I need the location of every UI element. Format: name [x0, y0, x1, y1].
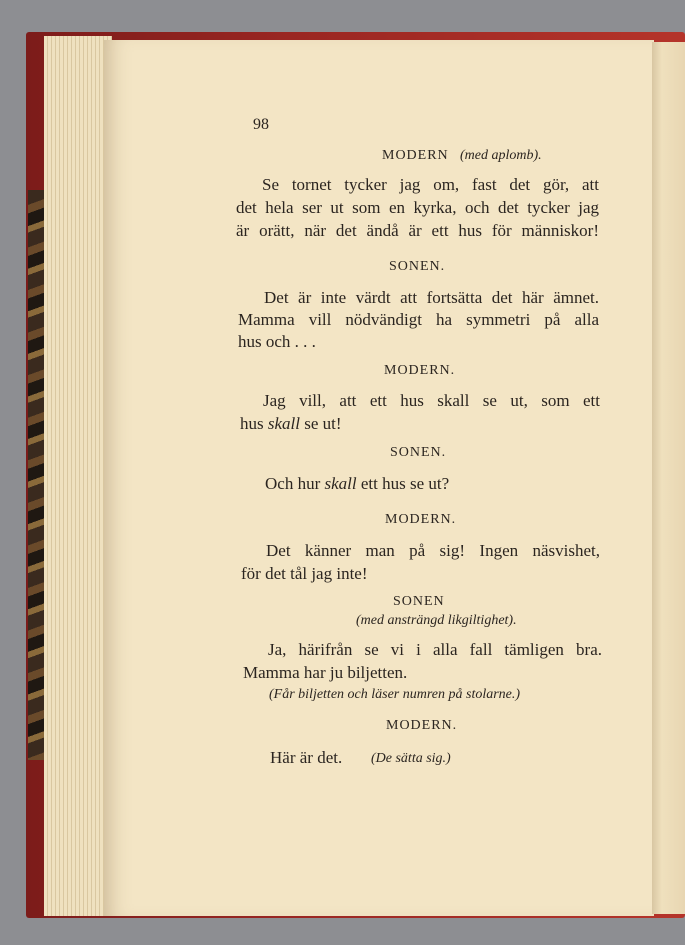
dialogue-line: Ja, härifrån se vi i alla fall tämligen bra. — [268, 640, 602, 659]
speaker-name: MODERN. — [386, 718, 458, 733]
page-edges-stack — [44, 36, 112, 916]
dialogue-line: Mamma har ju biljetten. — [243, 663, 408, 682]
dialogue-line: hus och . . . — [238, 332, 316, 351]
emphasis: skall — [267, 414, 300, 433]
dialogue-line: Och hur skall ett hus se ut? — [265, 474, 450, 493]
speaker-name: SONEN. — [390, 445, 447, 460]
speaker-name: MODERN. — [385, 512, 457, 527]
stage-direction: (med ansträngd likgiltighet). — [356, 613, 517, 628]
dialogue-line: Se tornet tycker jag om, fast det gör, att — [262, 175, 599, 194]
stage-direction: (Får biljetten och läser numren på stolarne.) — [269, 687, 521, 702]
stage-direction: (De sätta sig.) — [371, 751, 451, 766]
speaker-name: MODERN — [382, 148, 449, 163]
speaker-name: MODERN. — [384, 363, 456, 378]
emphasis: skall — [324, 474, 357, 493]
dialogue-line: Det är inte värdt att fortsätta det här ämnet. — [264, 288, 599, 307]
page-number: 98 — [253, 116, 269, 133]
speaker-name: SONEN — [393, 594, 445, 609]
dialogue-line: Det känner man på sig! Ingen näsvishet, — [266, 541, 600, 560]
dialogue-line: Mamma vill nödvändigt ha symmetri på alla — [238, 310, 599, 329]
stage-direction: (med aplomb). — [460, 148, 542, 163]
dialogue-line: hus skall se ut! — [240, 414, 342, 433]
dialogue-line: Jag vill, att ett hus skall se ut, som ett — [263, 391, 600, 410]
dialogue-line: för det tål jag inte! — [241, 564, 368, 583]
dialogue-line: Här är det. — [270, 748, 343, 767]
dialogue-line: det hela ser ut som en kyrka, och det tycker jag — [236, 198, 599, 217]
dialogue-line: är orätt, när det ändå är ett hus för människor! — [236, 221, 599, 240]
speaker-name: SONEN. — [389, 259, 446, 274]
facing-page-edge — [652, 42, 685, 914]
